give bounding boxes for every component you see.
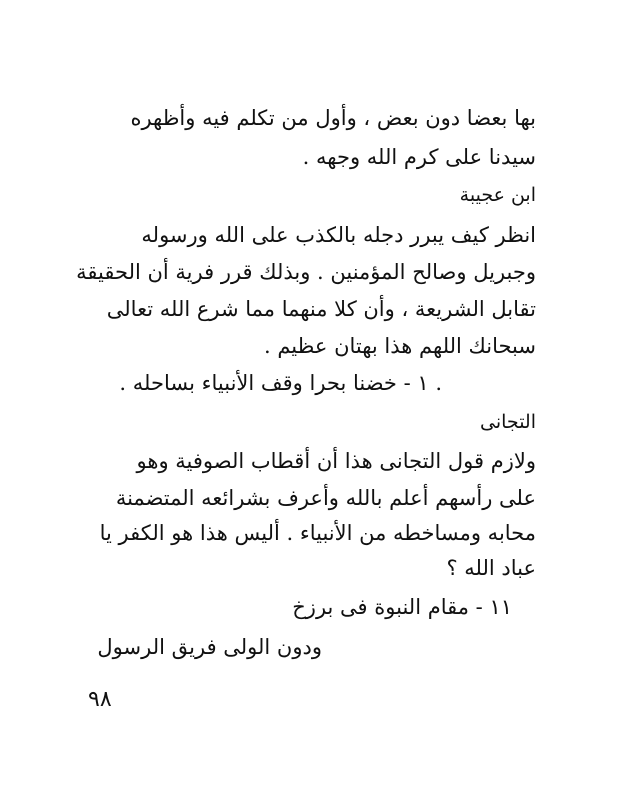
text-line-7: ولازم قول التجانى هذا أن أقطاب الصوفية وهو bbox=[136, 449, 536, 473]
section-heading-ibn-ajiba: ابن عجيبة bbox=[459, 184, 536, 206]
text-line-4: وجبريل وصالح المؤمنين . وبذلك قرر فرية أن الحقيقة bbox=[76, 260, 536, 284]
page-number: ٩٨ bbox=[88, 687, 112, 712]
verse-line: ودون الولى فريق الرسول bbox=[97, 635, 322, 659]
text-line-3: انظر كيف يبرر دجله بالكذب على الله ورسوله bbox=[141, 223, 536, 247]
numbered-item-10: . ١ - خضنا بحرا وقف الأنبياء بساحله . bbox=[119, 371, 442, 395]
text-line-10: عباد الله ؟ bbox=[446, 556, 536, 580]
numbered-item-11: ١١ - مقام النبوة فى برزخ bbox=[292, 595, 512, 619]
text-line-8: على رأسهم أعلم بالله وأعرف بشرائعه المتضمنة bbox=[115, 486, 536, 510]
text-line-5: تقابل الشريعة ، وأن كلا منهما مما شرع الله تعالى bbox=[106, 297, 536, 321]
section-heading-tijani: التجانى bbox=[480, 411, 536, 433]
text-line-1: بها بعضا دون بعض ، وأول من تكلم فيه وأظهره bbox=[130, 106, 536, 130]
text-line-2: سيدنا على كرم الله وجهه . bbox=[302, 145, 536, 169]
text-line-6: سبحانك اللهم هذا بهتان عظيم . bbox=[263, 334, 536, 358]
text-line-9: محابه ومساخطه من الأنبياء . أليس هذا هو الكفر يا bbox=[99, 521, 536, 545]
